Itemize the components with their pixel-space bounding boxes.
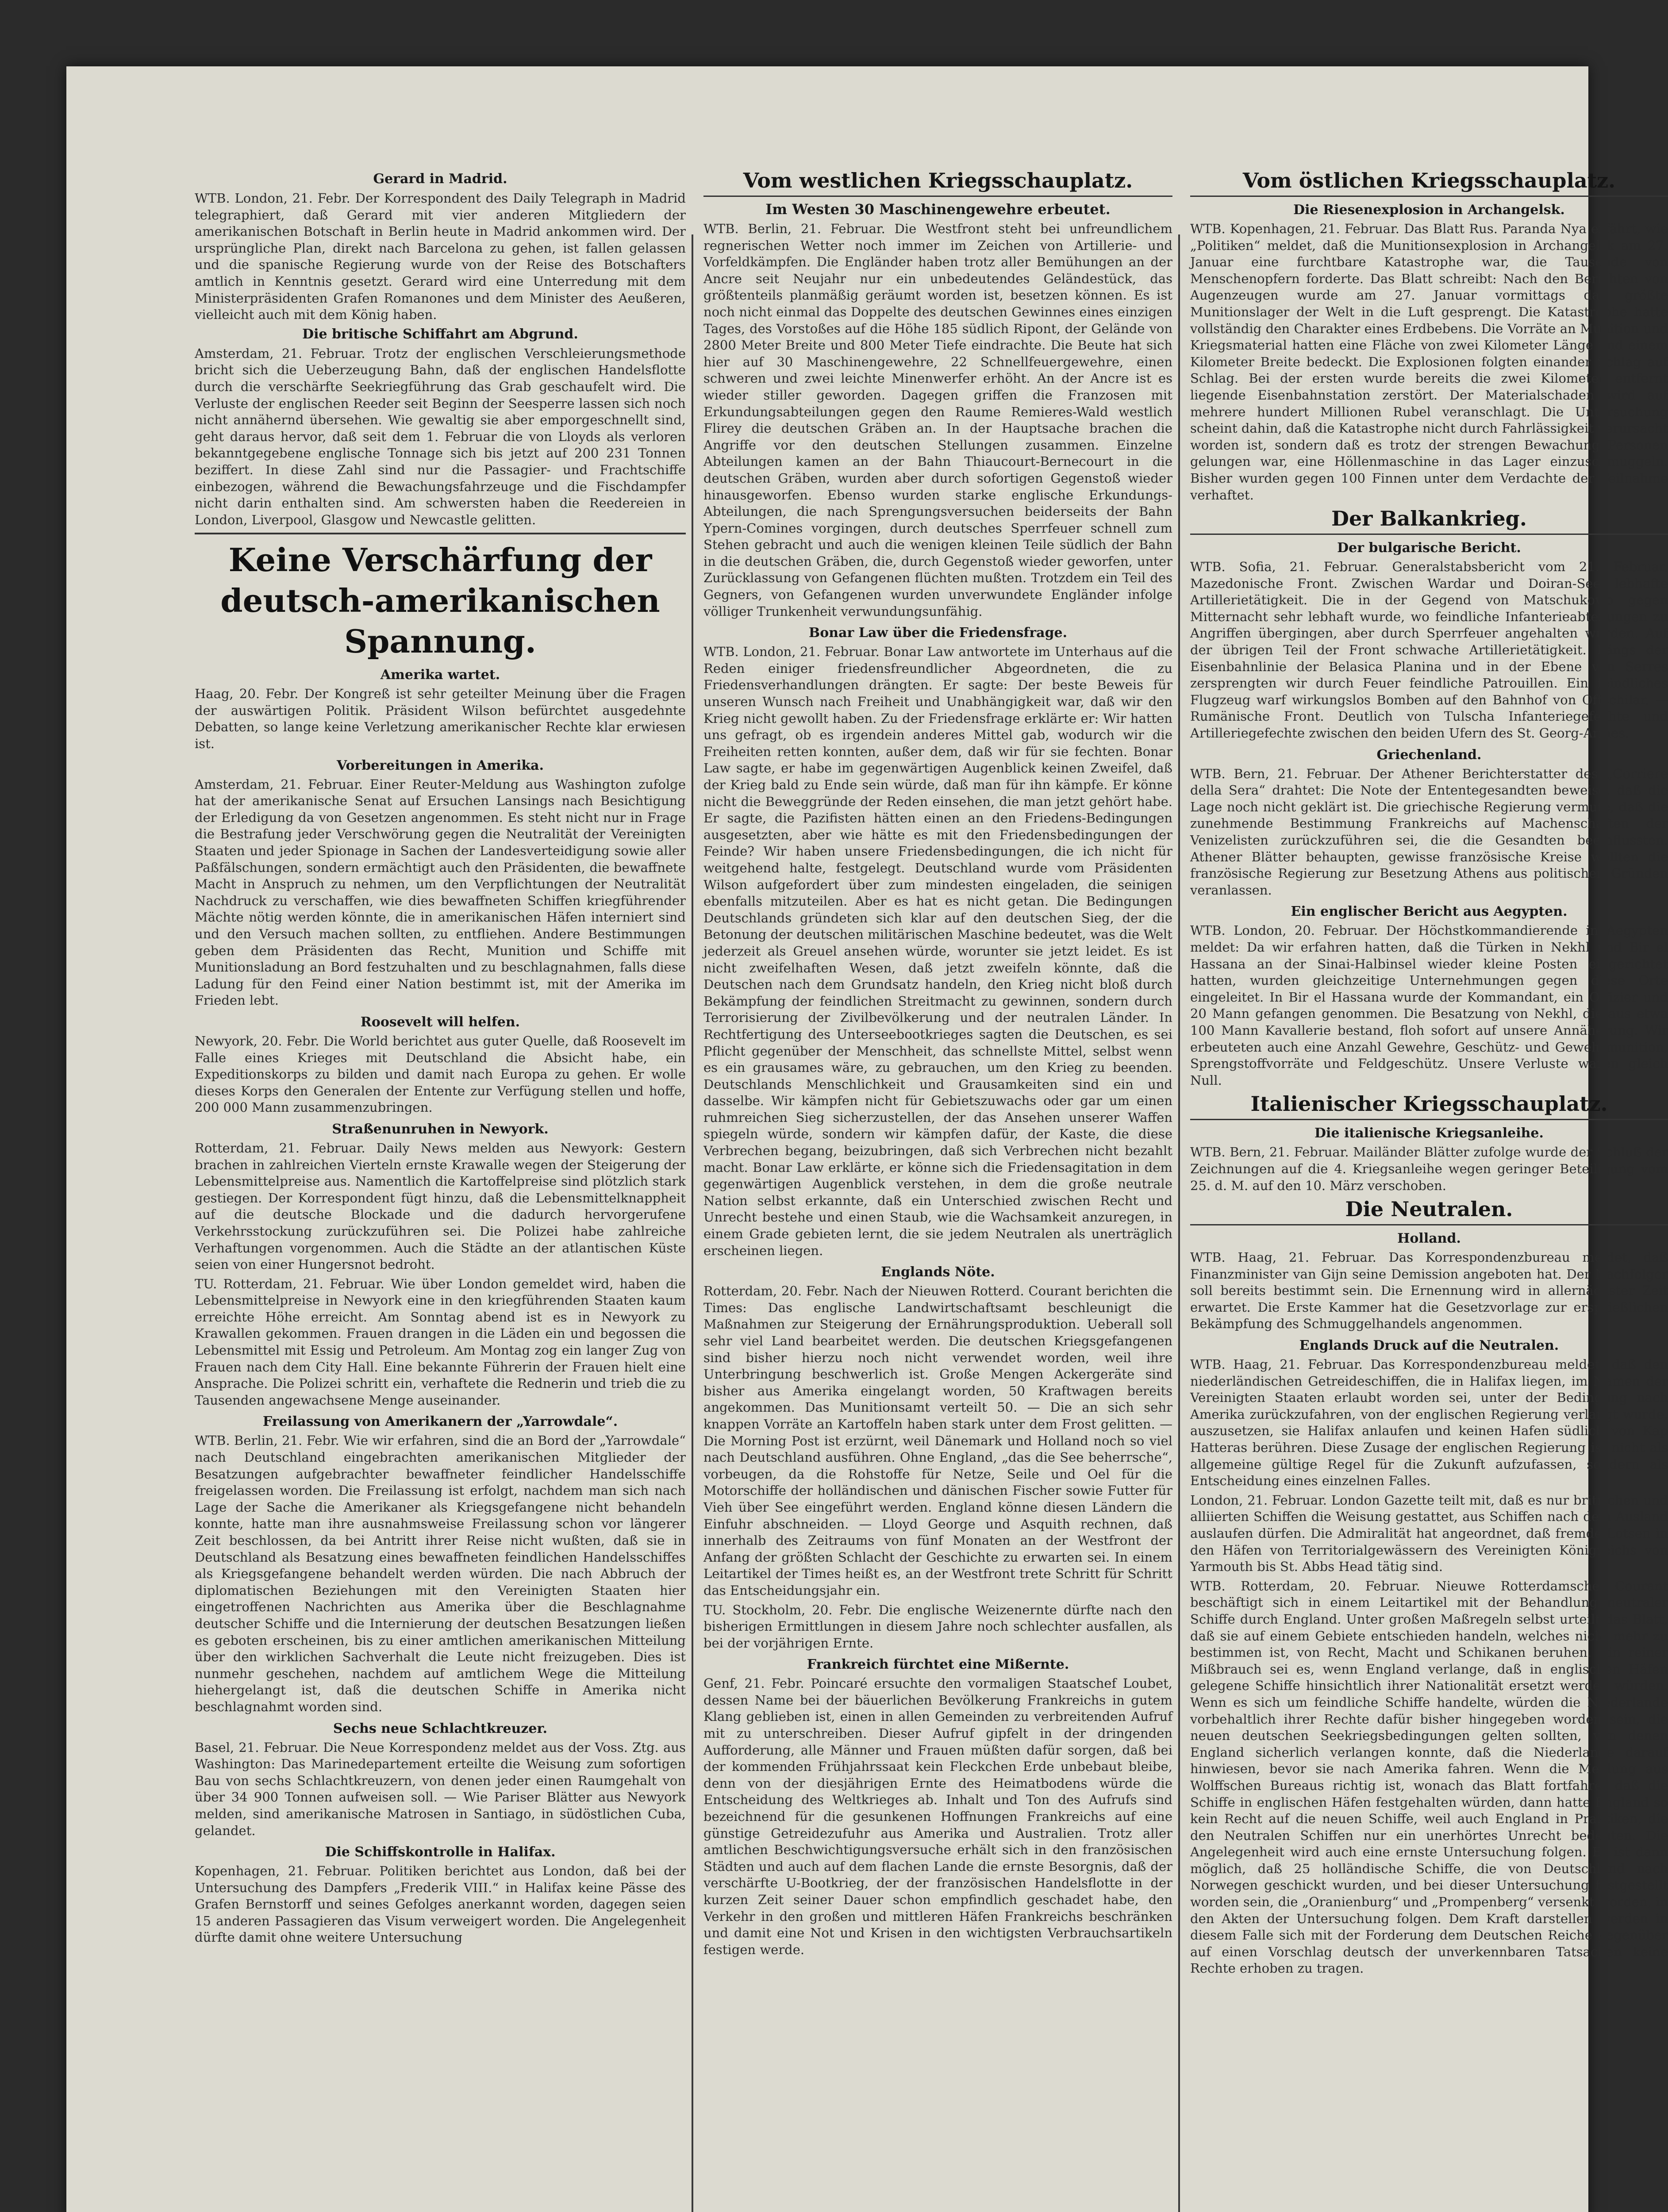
article-body: TU. Rotterdam, 21. Februar. Wie über London gemeldet wird, haben die Lebensmittelpreise in Newyork eine in den kriegführenden Staaten kaum erreichte Höhe erreicht. Am Sonntag abend ist es in Newyork zu Krawallen gekommen. Frauen drangen in die Läden ein und begossen die Lebensmittel mit Essig und Petroleum. Am Montag zog ein langer Zug von Frauen nach dem City Hall. Eine bekannte Führerin der Frauen hielt eine Ansprache. Die Polizei schritt ein, verhaftete die Rednerin und trieb die zu Tausenden angewachsene Menge auseinander. <box>195 1276 686 1408</box>
article-body: Newyork, 20. Febr. Die World berichtet aus guter Quelle, daß Roosevelt im Falle eines Krieges mit Deutschland die Absicht habe, ein Expeditionskorps zu bilden und damit nach Europa zu gehen. Er wolle dieses Korps den Generalen der Entente zur Verfügung stellen und hoffe, 200 000 Mann zusammenzubringen. <box>195 1033 686 1115</box>
section-heading: Vom westlichen Kriegsschauplatz. <box>703 168 1172 197</box>
main-headline: Keine Verschärfung der deutsch-amerikanischen Spannung. <box>195 533 686 662</box>
article-title: Straßenunruhen in Newyork. <box>332 1121 549 1137</box>
article-body: WTB. London, 21. Februar. Bonar Law antwortete im Unterhaus auf die Reden einiger friedensfreundlicher Abgeordneten, die zu Friedensverhandlungen drängten. Er sagte: Der beste Beweis für unseren Wunsch nach Freiheit und Unabhängigkeit war, daß wir den Krieg nicht gewollt haben. Zu der Friedensfrage erklärte er: Wir hatten uns gefragt, ob es irgendein anderes Mittel gab, wodurch wir die Freiheiten retten konnten, außer dem, daß wir für sie fechten. Bonar Law sagte, er habe im gegenwärtigen Augenblick keinen Zweifel, daß der Krieg bald zu Ende sein würde, daß man für ihn kämpfe. Er könne nicht die Beweggründe der Reden einsehen, die man jetzt gehört habe. Er sagte, die Pazifisten hätten einen an den Friedens-Bedingungen ausgesetzten, aber wie hätte es mit den Friedensbedingungen der Feinde? Wir haben unsere Friedensbedingungen, die ich nicht für weitgehend halte, festgelegt. Deutschland wurde vom Präsidenten Wilson aufgefordert über zum mindesten eingeladen, die seinigen ebenfalls mitzuteilen. Aber es hat es nicht getan. Die Bedingungen Deutschlands gründeten sich klar auf den deutschen Sieg, der die Betonung der deutschen militärischen Maschine bedeutet, was die Welt jederzeit als Greuel ansehen würde, worunter sie jetzt leidet. Es ist nicht zweifelhaften Wesen, daß jetzt zweifeln könnte, daß die Deutschen nach dem Grundsatz handeln, den Krieg nicht bloß durch Bekämpfung der feindlichen Streitmacht zu gewinnen, sondern durch Terrorisierung der Zivilbevölkerung und der neutralen Länder. In Rechtfertigung des Unterseebootkrieges sagten die Deutschen, es sei Pflicht gegenüber der Menschheit, das schnellste Mittel, selbst wenn es ein grausames wäre, zu gebrauchen, um den Krieg zu beenden. Deutschlands Menschlichkeit und Grausamkeiten sind ein und dasselbe. Wir kämpfen nicht für Gebietszuwachs oder gar um einen ruhmreichen Sieg sicherzustellen, der das Ansehen unserer Waffen spiegeln würde, sondern wir kämpfen dafür, der Kaste, die diese Verbrechen begang, beizubringen, daß sich Verbrechen nicht bezahlt macht. Bonar Law erklärte, er könne sich die Friedensagitation in dem gegenwärtigen Augenblick verstehen, in dem die große neutrale Nation selbst erkannte, daß ein Unterschied zwischen Recht und Unrecht bestehe und einen Staub, wie die Wachsamkeit anzuregen, in einem Grade gebieten lernt, die sie jedem Neutralen als unerträglich erscheinen liegen. <box>703 644 1172 1258</box>
article-title: Die italienische Kriegsanleihe. <box>1314 1125 1544 1141</box>
article-title: Sechs neue Schlachtkreuzer. <box>333 1720 548 1736</box>
article-title: Roosevelt will helfen. <box>360 1014 520 1030</box>
column-divider <box>692 234 693 2212</box>
article-body: WTB. London, 21. Febr. Der Korrespondent des Daily Telegraph in Madrid telegraphiert, daß Gerard mit vier anderen Mitgliedern der amerikanischen Botschaft in Berlin heute in Madrid ankommen wird. Der ursprüngliche Plan, direkt nach Barcelona zu gehen, ist fallen gelassen und die spanische Regierung wurde von der Reise des Botschafters amtlich in Kenntnis gesetzt. Gerard wird eine Unterredung mit dem Ministerpräsidenten Grafen Romanones und dem Minister des Aeußeren, vielleicht auch mit dem König haben. <box>195 191 686 323</box>
article-title: Frankreich fürchtet eine Mißernte. <box>807 1657 1069 1673</box>
section-subheading: Im Westen 30 Maschinengewehre erbeutet. <box>765 201 1111 218</box>
article-title: Englands Druck auf die Neutralen. <box>1299 1338 1559 1354</box>
column-right <box>1190 168 1668 1980</box>
article-body: WTB. Kopenhagen, 21. Februar. Das Blatt Rus. Paranda Nya erfährt, wie „Politiken“ meldet, daß die Munitionsexplosion in Archangelsk am 27. Januar eine furchtbare Katastrophe war, die Tausende von Menschenopfern forderte. Das Blatt schreibt: Nach den Berichten von Augenzeugen wurde am 27. Januar vormittags das größte Munitionslager der Welt in die Luft gesprengt. Die Katastrophe hatte vollständig den Charakter eines Erdbebens. Die Vorräte an Munition und Kriegsmaterial hatten eine Fläche von zwei Kilometer Länge und einem Kilometer Breite bedeckt. Die Explosionen folgten einander Schlag auf Schlag. Bei der ersten wurde bereits die zwei Kilometer entfernt liegende Eisenbahnstation zerstört. Der Materialschaden wird auf mehrere hundert Millionen Rubel veranschlagt. Die Untersuchung scheint dahin, daß die Katastrophe nicht durch Fahrlässigkeit verursacht worden ist, sondern daß es trotz der strengen Bewachung Personen gelungen war, eine Höllenmaschine in das Lager einzuschmuggeln. Bisher wurden gegen 100 Finnen unter dem Verdachte der Teilnahme verhaftet. <box>1190 221 1668 503</box>
article-body: Genf, 21. Febr. Poincaré ersuchte den vormaligen Staatschef Loubet, dessen Name bei der bäuerlichen Bevölkerung Frankreichs in gutem Klang geblieben ist, einen in allen Gemeinden zu verbreitenden Aufruf mit zu unterschreiben. Dieser Aufruf gipfelt in der dringenden Aufforderung, alle Männer und Frauen müßten dafür sorgen, daß bei der kommenden Frühjahrssaat kein Fleckchen Erde unbebaut bleibe, denn von der diesjährigen Ernte des Heimatbodens würde die Entscheidung des Weltkrieges ab. Inhalt und Ton des Aufrufs sind bezeichnend für die gesunkenen Hoffnungen Frankreichs auf eine günstige Getreidezufuhr aus Amerika und Australien. Trotz aller amtlichen Beschwichtigungsversuche erhält sich in den französischen Städten und auch auf dem flachen Lande die ernste Besorgnis, daß der verschärfte U-Bootkrieg, der der französischen Handelsflotte in der kurzen Zeit seiner Dauer schon empfindlich geschadet habe, den Verkehr in den großen und mittleren Häfen Frankreichs beschränken und damit eine Not und Krisen in den wichtigsten Verbrauchsartikeln festigen werde. <box>703 1676 1172 1957</box>
article-title: Holland. <box>1397 1231 1461 1247</box>
section-heading: Die Neutralen. <box>1190 1197 1668 1225</box>
section-heading: Der Balkankrieg. <box>1190 506 1668 535</box>
article-body: WTB. Rotterdam, 20. Februar. Nieuwe Rotterdamsche Courant beschäftigt sich in einem Leitartikel mit der Behandlung neutraler Schiffe durch England. Unter großen Maßregeln selbst urteilt das Blatt, daß sie auf einem Gebiete entschieden handeln, welches nicht mehr zu bestimmen ist, von Recht, Macht und Schikanen beruhen. Ein reiner Mißbrauch sei es, wenn England verlange, daß in englischen Häfen gelegene Schiffe hinsichtlich ihrer Nationalität ersetzt werden würden. Wenn es sich um feindliche Schiffe handelte, würden die Niederlande vorbehaltlich ihrer Rechte dafür bisher hingegeben worden sein, die neuen deutschen Seekriegsbedingungen gelten sollten, von denen England sicherlich verlangen konnte, daß die Niederlande darauf hinwiesen, bevor sie nach Amerika fahren. Wenn die Meldung aus Wolffschen Bureaus richtig ist, wonach das Blatt fortfahre, daß die Schiffe in englischen Häfen festgehalten würden, dann hatte England so kein Recht auf die neuen Schiffe, weil auch England in Praktiken, die den Neutralen Schiffen nur ein unerhörtes Unrecht bedeuten. Die Angelegenheit wird auch eine ernste Untersuchung folgen. Es ist dann möglich, daß 25 holländische Schiffe, die von Deutschland nach Norwegen geschickt wurden, und bei dieser Untersuchung festgestellt worden sein, die „Oranienburg“ und „Prompenberg“ versenkt worden, in den Akten der Untersuchung folgen. Dem Kraft darstellen werden in diesem Falle sich mit der Forderung dem Deutschen Reiche gegenüber auf einen Vorschlag deutsch der unverkennbaren Tatsachen keine Rechte erhoben zu tragen. <box>1190 1578 1668 1976</box>
article-body: Basel, 21. Februar. Die Neue Korrespondenz meldet aus der Voss. Ztg. aus Washington: Das Marinedepartement erteilte die Weisung zum sofortigen Bau von sechs Schlachtkreuzern, von denen jeder einen Raumgehalt von über 34 900 Tonnen aufweisen soll. — Wie Pariser Blätter aus Newyork melden, sind amerikanische Matrosen in Santiago, in südöstlichen Cuba, gelandet. <box>195 1740 686 1838</box>
article-body: Rotterdam, 20. Febr. Nach der Nieuwen Rotterd. Courant berichten die Times: Das englische Landwirtschaftsamt beschleunigt die Maßnahmen zur Steigerung der Ernährungsproduktion. Ueberall soll sehr viel Land bearbeitet werden. Die deutschen Kriegsgefangenen sind bisher hierzu noch nicht verwendet worden, weil ihre Unterbringung beschwerlich ist. Große Mengen Ackergeräte sind bisher aus Amerika eingelangt worden, 50 Kraftwagen bereits angekommen. Das Munitionsamt verteilt 50. — Die an sich sehr knappen Vorräte an Kartoffeln haben stark unter dem Frost gelitten. — Die Morning Post ist erzürnt, weil Dänemark und Holland noch so viel nach Deutschland ausführen. Ohne England, „das die See beherrsche“, vorbeugen, da die Rohstoffe für Netze, Seile und Oel für die Motorschiffe der holländischen und dänischen Fischer sowie Futter für Vieh über See eingeführt werden. England könne diesen Ländern die Einfuhr abschneiden. — Lloyd George und Asquith rechnen, daß innerhalb des Zeitraums von fünf Monaten an der Westfront der Anfang der größten Schlacht der Geschichte zu erwarten sei. In einem Leitartikel der Times heißt es, an der Westfront trete Schritt für Schritt das Entscheidungsjahr ein. <box>703 1283 1172 1598</box>
article-body: Haag, 20. Febr. Der Kongreß ist sehr geteilter Meinung über die Fragen der auswärtigen Politik. Präsident Wilson befürchtet ausgedehnte Debatten, so lange keine Verletzung amerikanischer Rechte klar erwiesen ist. <box>195 686 686 752</box>
column-left <box>195 168 686 1949</box>
article-body: WTB. Bern, 21. Februar. Mailänder Blätter zufolge wurde der Schluß der Zeichnungen auf die 4. Kriegsanleihe wegen geringer Beteiligung vom 25. d. M. auf den 10. März verschoben. <box>1190 1144 1668 1193</box>
article-body: Rotterdam, 21. Februar. Daily News melden aus Newyork: Gestern brachen in zahlreichen Vierteln ernste Krawalle wegen der Steigerung der Lebensmittelpreise aus. Namentlich die Kartoffelpreise sind plötzlich stark gestiegen. Der Korrespondent fügt hinzu, daß die Lebensmittelknappheit auf die deutsche Blockade und die dadurch hervorgerufene Verkehrsstockung zurückzuführen sei. Die Polizei habe zahlreiche Verhaftungen vorgenommen. Auch die Städte an der atlantischen Küste seien von einer Hungersnot bedroht. <box>195 1140 686 1272</box>
article-body: TU. Stockholm, 20. Febr. Die englische Weizenernte dürfte nach den bisherigen Ermittlungen in diesem Jahre noch schlechter ausfallen, als bei der vorjährigen Ernte. <box>703 1602 1172 1651</box>
article-title: Englands Nöte. <box>881 1264 995 1280</box>
article-body: WTB. Sofia, 21. Februar. Generalstabsbericht vom 21. Februar. Mazedonische Front. Zwischen Wardar und Doiran-See lebhafte Artillerietätigkeit. Die in der Gegend von Matschukowo gegen Mitternacht sehr lebhaft wurde, wo feindliche Infanterieabteilungen zu Angriffen übergingen, aber durch Sperrfeuer angehalten wurden. Auf der übrigen Teil der Front schwache Artillerietätigkeit. Längs der Eisenbahnlinie der Belasica Planina und in der Ebene von Serres zersprengten wir durch Feuer feindliche Patrouillen. Ein feindliches Flugzeug warf wirkungslos Bomben auf den Bahnhof von Oftschilar. — Rumänische Front. Deutlich von Tulscha Infanteriegefechte und Artilleriegefechte zwischen den beiden Ufern des St. Georg-Armes. <box>1190 559 1668 741</box>
article-body: Amsterdam, 21. Februar. Einer Reuter-Meldung aus Washington zufolge hat der amerikanische Senat auf Ersuchen Lansings nach Besichtigung der Erledigung da von Gesetzen angenommen. Es steht nicht nur in Frage die Bestrafung jeder Verschwörung gegen die Neutralität der Vereinigten Staaten und jeder Spionage in Sachen der Landesverteidigung sowie aller Paßfälschungen, sondern ermächtigt auch den Präsidenten, die bewaffnete Macht in Anspruch zu nehmen, um den Verpflichtungen der Neutralität Nachdruck zu verschaffen, wie dies bewaffneten Schiffen kriegführender Mächte nötig werden könnte, die in amerikanischen Häfen interniert sind und den Versuch machen sollten, zu entfliehen. Andere Bestimmungen geben dem Präsidenten das Recht, Munition und Schiffe mit Munitionsladung an Bord festzuhalten und zu beschlagnahmen, falls diese Ladung für den Feind einer Nation bestimmt ist, mit der Amerika im Frieden lebt. <box>195 776 686 1008</box>
newspaper-page <box>66 66 1668 2212</box>
article-body: WTB. Haag, 21. Februar. Das Korrespondenzbureau meldet, daß Finanzminister van Gijn seine Demission angeboten hat. Der Nachfolger soll bereits bestimmt sein. Die Ernennung wird in allernächster Zeit erwartet. Die Erste Kammer hat die Gesetzvorlage zur ersprießlichen Bekämpfung des Schmuggelhandels angenommen. <box>1190 1250 1668 1332</box>
article-title: Gerard in Madrid. <box>373 171 507 187</box>
article-title: Vorbereitungen in Amerika. <box>336 757 544 773</box>
article-title: Die britische Schiffahrt am Abgrund. <box>302 326 578 342</box>
section-heading: Italienischer Kriegsschauplatz. <box>1190 1091 1668 1120</box>
article-body: WTB. Bern, 21. Februar. Der Athener Berichterstatter des „Corriere della Sera“ drahtet: Die Note der Ententegesandten beweise, daß die Lage noch nicht geklärt ist. Die griechische Regierung vermute, daß die zunehmende Bestimmung Frankreichs auf Machenschaften der Venizelisten zurückzuführen sei, die die Gesandten beeinflussten. Athener Blätter behaupten, gewisse französische Kreise wollten die französische Regierung zur Besetzung Athens aus politischen Gründen veranlassen. <box>1190 766 1668 898</box>
article-body: Amsterdam, 21. Februar. Trotz der englischen Verschleierungsmethode bricht sich die Ueberzeugung Bahn, daß der englischen Handelsflotte durch die verschärfte Seekriegführung das Grab geschaufelt wird. Die Verluste der englischen Reeder seit Beginn der Seesperre lassen sich noch nicht annähernd übersehen. Wie gewaltig sie aber emporgeschnellt sind, geht daraus hervor, daß seit dem 1. Februar die von Lloyds als verloren bekanntgegebene englische Tonnage sich bis jetzt auf 200 231 Tonnen beziffert. In diese Zahl sind nur die Passagier- und Frachtschiffe einbezogen, während die Bewachungsfahrzeuge und die Fischdampfer nicht darin enthalten sind. Am schwersten haben die Reedereien in London, Liverpool, Glasgow und Newcastle gelitten. <box>195 346 686 527</box>
column-divider <box>1178 234 1180 2212</box>
article-title: Bonar Law über die Friedensfrage. <box>808 625 1068 641</box>
article-title: Griechenland. <box>1376 747 1482 763</box>
article-body: London, 21. Februar. London Gazette teilt mit, daß es nur britischen und alliierten Schiffen die Weisung gestattet, aus Schiffen nach dem Ausland auslaufen dürfen. Die Admiralität hat angeordnet, daß fremde Lotsen in den Häfen von Territorialgewässern des Vereinigten Königreichs von Yarmouth bis St. Abbs Head tätig sind. <box>1190 1492 1668 1575</box>
article-title: Der bulgarische Bericht. <box>1337 540 1521 556</box>
article-body: WTB. London, 20. Februar. Der Höchstkommandierende in Aegypten meldet: Da wir erfahren hatten, daß die Türken in Nekhl und Bir el Hassana an der Sinai-Halbinsel wieder kleine Posten eingerichtet hatten, wurden gleichzeitige Unternehmungen gegen diese Orte eingeleitet. In Bir el Hassana wurde der Kommandant, ein Offizier und 20 Mann gefangen genommen. Die Besatzung von Nekhl, die aus etwa 100 Mann Kavallerie bestand, floh sofort auf unsere Annäherung. Wir erbeuteten auch eine Anzahl Gewehre, Geschütz- und Gewehrmunition, Sprengstoffvorräte und Feldgeschütz. Unsere Verluste waren gleich Null. <box>1190 923 1668 1088</box>
article-title: Ein englischer Bericht aus Aegypten. <box>1291 904 1568 920</box>
article-body: WTB. Haag, 21. Februar. Das Korrespondenzbureau meldet, daß den niederländischen Getreideschiffen, die in Halifax liegen, im Namen der Vereinigten Staaten erlaubt worden sei, unter der Bedingung nach Amerika zurückzufahren, von der englischen Regierung verlangt wurde, auszusetzen, sie Halifax anlaufen und keinen Hafen südlich von Kap Hatteras berühren. Diese Zusage der englischen Regierung ist nicht als allgemeine gültige Regel für die Zukunft aufzufassen, sondern als Entscheidung eines einzelnen Falles. <box>1190 1357 1668 1489</box>
article-body: WTB. Berlin, 21. Februar. Die Westfront steht bei unfreundlichem regnerischen Wetter noch immer im Zeichen von Artillerie- und Vorfeldkämpfen. Die Engländer haben trotz aller Bemühungen an der Ancre seit Neujahr nur ein unbedeutendes Geländestück, das größtenteils planmäßig geräumt worden ist, besetzen können. Es ist noch nicht einmal das Doppelte des deutschen Gewinnes eines einzigen Tages, des Vorstoßes auf die Höhe 185 südlich Ripont, der Gelände von 2800 Meter Breite und 800 Meter Tiefe eindrachte. Die Beute hat sich hier auf 30 Maschinengewehre, 22 Schnellfeuergewehre, einen schweren und zwei leichte Minenwerfer erhöht. An der Ancre ist es wieder stiller geworden. Dagegen griffen die Franzosen mit Erkundungsabteilungen gegen den Raume Remieres-Wald westlich Flirey die deutschen Gräben an. In der Hauptsache brachen die Angriffe vor den deutschen Stellungen zusammen. Einzelne Abteilungen kamen an der Bahn Thiaucourt-Bernecourt in die deutschen Gräben, wurden aber durch sofortigen Gegenstoß wieder hinausgeworfen. Ebenso wurden starke englische Erkundungs-Abteilungen, die nach Sprengungsversuchen beiderseits der Bahn Ypern-Comines vorgingen, durch deutsches Sperrfeuer schnell zum Stehen gebracht und auch die wenigen kleinen Teile südlich der Bahn in die deutschen Gräben, die, durch Gegenstoß wieder geworfen, unter Zurücklassung von Gefangenen flüchten mußten. Trotzdem ein Teil des Gegners, von Gefangenen wurden unverwundete Engländer infolge völliger Trunkenheit verwundungsunfähig. <box>703 221 1172 619</box>
column-middle <box>703 168 1172 1961</box>
article-body: WTB. Berlin, 21. Febr. Wie wir erfahren, sind die an Bord der „Yarrowdale“ nach Deutschland eingebrachten amerikanischen Mitglieder der Besatzungen aufgebrachter bewaffneter feindlicher Handelsschiffe freigelassen worden. Die Freilassung ist erfolgt, nachdem man sich nach Lage der Sache die Amerikaner als Kriegsgefangene nicht behandeln konnte, hatte man ihre ausnahmsweise Freilassung schon vor längerer Zeit beschlossen, da bei Antritt ihrer Reise nicht wußten, daß sie in Deutschland als Besatzung eines bewaffneten feindlichen Handelsschiffes als Kriegsgefangene behandelt werden würden. Die nach Abbruch der diplomatischen Beziehungen mit den Vereinigten Staaten hier eingetroffenen Nachrichten aus Amerika über die Beschlagnahme deutscher Schiffe und die Internierung der deutschen Besatzungen ließen es geboten erscheinen, bis zu einer amtlichen amerikanischen Mitteilung über den wirklichen Sachverhalt die Leute nicht freizugeben. Dies ist nunmehr geschehen, nachdem auf amtlichem Wege die Mitteilung hiehergelangt ist, daß die deutschen Schiffe in Amerika nicht beschlagnahmt worden sind. <box>195 1433 686 1714</box>
article-title: Die Riesenexplosion in Archangelsk. <box>1293 202 1565 218</box>
article-body: Kopenhagen, 21. Februar. Politiken berichtet aus London, daß bei der Untersuchung des Dampfers „Frederik VIII.“ in Halifax keine Pässe des Grafen Bernstorff und seines Gefolges anerkannt worden, dagegen seien 15 anderen Passagieren das Visum verweigert worden. Die Angelegenheit dürfte damit ohne weitere Untersuchung <box>195 1863 686 1945</box>
section-heading: Vom östlichen Kriegsschauplatz. <box>1190 168 1668 197</box>
article-title: Freilassung von Amerikanern der „Yarrowdale“. <box>262 1414 618 1430</box>
article-title: Amerika wartet. <box>380 667 500 683</box>
article-title: Die Schiffskontrolle in Halifax. <box>325 1844 556 1860</box>
